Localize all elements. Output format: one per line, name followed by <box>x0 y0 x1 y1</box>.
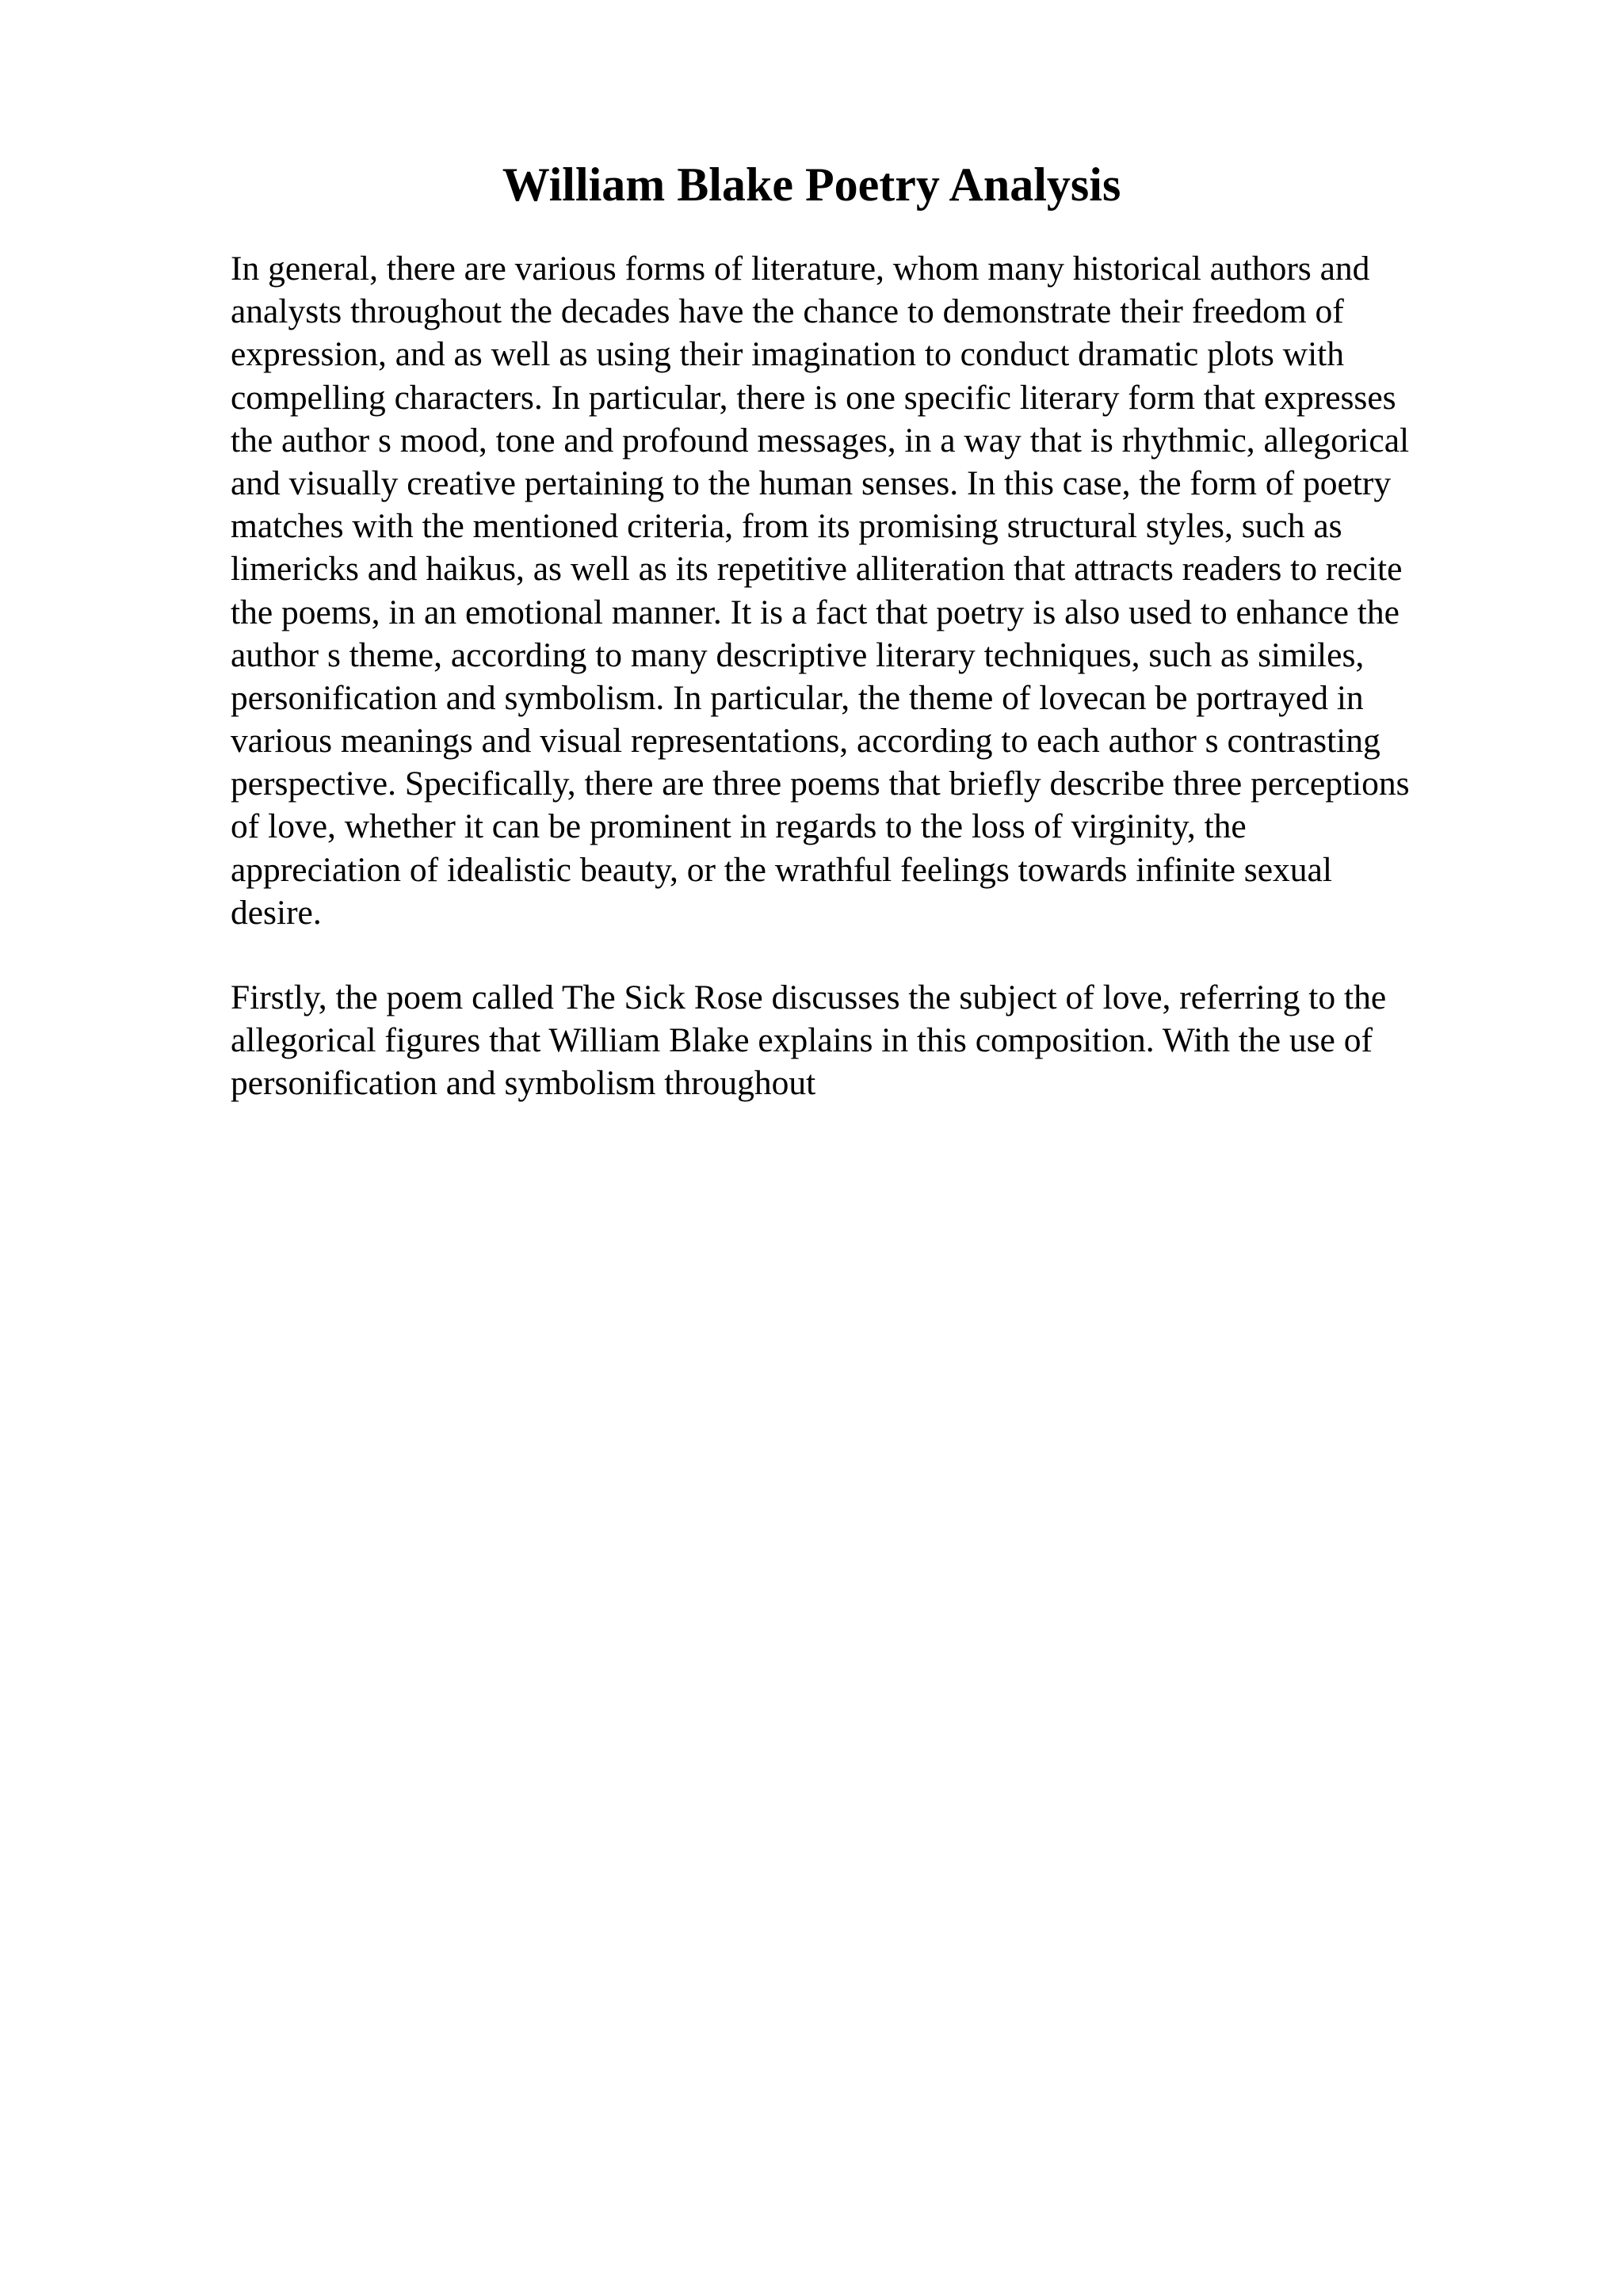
text-line: compelling characters. In particular, there is one specific literary form that expresses <box>231 378 1396 417</box>
text-line: personification and symbolism. In particular, the theme of lovecan be portrayed in <box>231 678 1364 717</box>
text-line: limericks and haikus, as well as its repetitive alliteration that attracts readers to recite <box>231 550 1403 589</box>
text-line: author s theme, according to many descriptive literary techniques, such as similes, <box>231 635 1365 674</box>
text-line: appreciation of idealistic beauty, or the wrathful feelings towards infinite sexual <box>231 850 1332 889</box>
document-title: William Blake Poetry Analysis <box>502 158 1121 211</box>
text-line: expression, and as well as using their imagination to conduct dramatic plots with <box>231 335 1344 374</box>
text-line: of love, whether it can be prominent in regards to the loss of virginity, the <box>231 807 1247 846</box>
text-line: the author s mood, tone and profound messages, in a way that is rhythmic, allegorical <box>231 421 1410 460</box>
paragraph-intro <box>231 247 1594 934</box>
text-line: In general, there are various forms of literature, whom many historical authors and <box>231 250 1370 288</box>
text-line: desire. <box>231 893 322 932</box>
text-line: allegorical figures that William Blake explains in this composition. With the use of <box>231 1021 1373 1060</box>
text-line: analysts throughout the decades have the chance to demonstrate their freedom of <box>231 292 1344 331</box>
text-line: personification and symbolism throughout <box>231 1064 816 1103</box>
paragraph-sick-rose <box>231 976 1594 1105</box>
text-line: perspective. Specifically, there are three poems that briefly describe three perceptions <box>231 765 1410 803</box>
text-line: and visually creative pertaining to the human senses. In this case, the form of poetry <box>231 463 1392 502</box>
text-line: various meanings and visual representations, according to each author s contrasting <box>231 722 1381 761</box>
text-line: the poems, in an emotional manner. It is a fact that poetry is also used to enhance the <box>231 593 1400 631</box>
text-line: Firstly, the poem called The Sick Rose discusses the subject of love, referring to the <box>231 978 1387 1016</box>
text-line: matches with the mentioned criteria, from its promising structural styles, such as <box>231 507 1342 546</box>
